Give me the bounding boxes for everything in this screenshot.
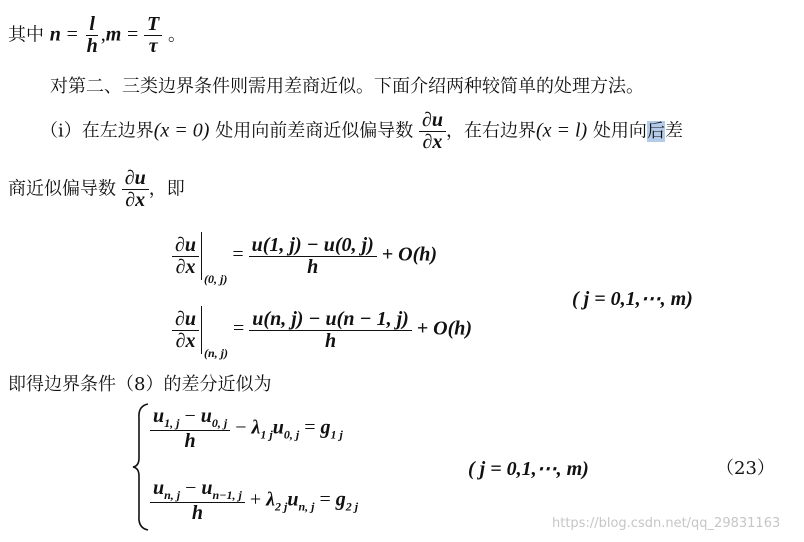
prefix-text: 其中	[8, 24, 44, 46]
quotient-denominator: h	[184, 429, 196, 452]
system-equation-right	[150, 478, 358, 524]
equals-sign: =	[127, 23, 139, 46]
method-i-line	[40, 110, 683, 153]
partial-numerator: ∂u	[419, 110, 446, 132]
difference-quotient	[249, 235, 377, 278]
operator: +	[244, 488, 267, 511]
quotient-numerator: $u_{n, j} - u_{n-1, j}$	[150, 478, 245, 503]
right-boundary-condition: (x = l)	[535, 119, 588, 142]
partial-denominator: ∂x	[175, 329, 196, 352]
g-subscript: 2 j	[345, 499, 359, 514]
equals-sign: =	[233, 317, 245, 340]
watermark-url: https://blog.csdn.net/qq_29831163	[552, 516, 781, 531]
equation-right-boundary	[172, 306, 472, 361]
quotient-denominator: h	[324, 329, 337, 352]
fraction-numerator: l	[86, 14, 98, 36]
boundary-value: u	[287, 488, 299, 511]
equals-sign: =	[232, 243, 244, 266]
partial-numerator: ∂u	[172, 235, 199, 257]
fraction-denominator: h	[86, 35, 98, 57]
operator: −	[230, 416, 252, 439]
boundary-value-subscript: 0, j	[283, 427, 300, 442]
lambda-coefficient: λ	[251, 416, 261, 439]
error-term: + O(h)	[416, 317, 473, 340]
partial-numerator: ∂u	[172, 309, 199, 331]
difference-quotient	[249, 309, 411, 352]
quotient-numerator: u(n, j) − u(n − 1, j)	[249, 309, 411, 331]
lambda-subscript: 2 j	[275, 499, 288, 514]
partial-denominator: ∂x	[422, 131, 443, 153]
fraction-denominator: τ	[148, 35, 158, 57]
method-i-text-4: 处用向	[592, 120, 647, 142]
continuation-text-2: ，即	[148, 178, 185, 200]
lambda-subscript: 1 j	[260, 427, 273, 442]
error-term: + O(h)	[381, 243, 438, 266]
partial-derivative	[172, 235, 199, 278]
partial-numerator: ∂u	[122, 168, 149, 190]
method-i-text-3: ，在右边界	[445, 120, 536, 142]
partial-denominator: ∂x	[125, 189, 146, 211]
method-i-text-5: 差	[664, 120, 683, 142]
evaluation-point: (n, j)	[204, 345, 229, 360]
fraction-l-over-h	[84, 14, 101, 57]
difference-quotient	[150, 478, 245, 524]
system-intro-text: 即得边界条件（8）的差分近似为	[8, 374, 272, 395]
g-subscript: 1 j	[330, 427, 343, 442]
quotient-numerator: $u_{1, j} - u_{0, j}$	[150, 406, 230, 431]
equation-index-range: ( j = 0,1,⋯, m)	[572, 288, 693, 310]
lambda-coefficient: λ	[266, 488, 275, 511]
fraction-numerator: T	[144, 14, 162, 36]
difference-quotient	[150, 406, 230, 452]
selected-text-highlight: 后	[646, 120, 665, 142]
method-i-continuation	[8, 168, 185, 211]
partial-derivative	[419, 110, 446, 153]
quotient-denominator: h	[191, 501, 203, 524]
equation-number: （23）	[716, 458, 775, 479]
quotient-numerator: u(1, j) − u(0, j)	[249, 235, 377, 257]
system-index-range: ( j = 0,1,⋯, m)	[468, 458, 589, 480]
continuation-text-1: 商近似偏导数	[8, 178, 116, 200]
partial-derivative	[172, 309, 199, 352]
system-equation-left	[150, 406, 343, 452]
method-i-text-1: （i）在左边界	[40, 120, 154, 142]
definition-line	[8, 14, 186, 57]
fraction-T-over-tau	[144, 14, 162, 57]
evaluation-bar	[201, 232, 202, 280]
equals-sign: =	[66, 23, 78, 46]
evaluation-bar	[201, 306, 202, 354]
equals-sign: =	[314, 488, 336, 511]
boundary-value-subscript: n, j	[298, 499, 315, 514]
var-m: m	[105, 23, 122, 46]
partial-derivative	[122, 168, 149, 211]
paragraph-intro: 对第二、三类边界条件则需用差商近似。下面介绍两种较简单的处理方法。	[50, 76, 644, 97]
g-term: g	[335, 488, 346, 511]
left-boundary-condition: (x = 0)	[153, 119, 210, 142]
boundary-value: u	[272, 416, 284, 439]
period: 。	[168, 24, 186, 46]
partial-denominator: ∂x	[175, 255, 196, 278]
quotient-denominator: h	[307, 255, 319, 278]
var-n: n	[49, 23, 61, 46]
comma: ,	[100, 23, 106, 46]
system-brace	[130, 402, 152, 536]
equation-left-boundary	[172, 232, 437, 287]
evaluation-point: (0, j)	[204, 271, 228, 286]
equals-sign: =	[299, 416, 321, 439]
method-i-text-2: 处用向前差商近似偏导数	[215, 120, 414, 142]
g-term: g	[320, 416, 331, 439]
